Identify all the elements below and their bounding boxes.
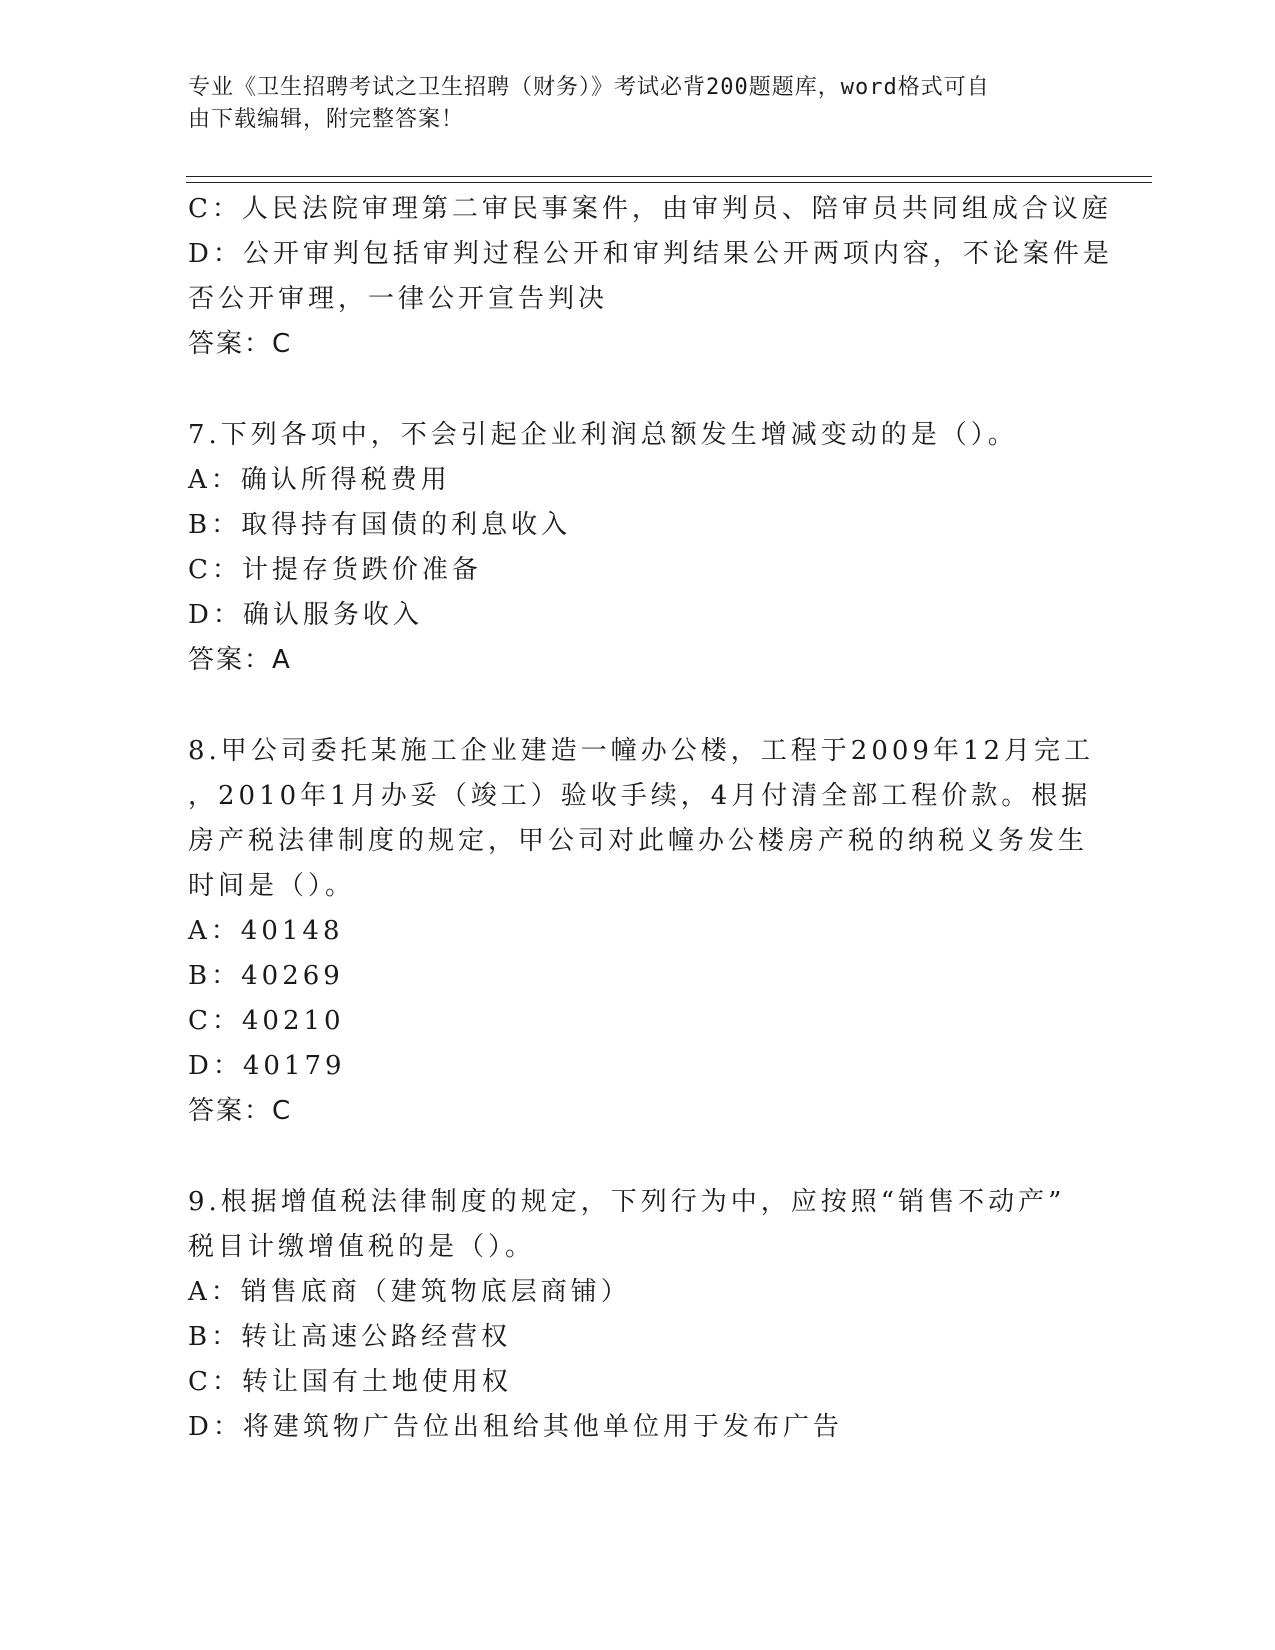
question-8 <box>188 729 1095 1134</box>
option-a: A：确认所得税费用 <box>188 465 451 495</box>
header-divider-top <box>186 176 1152 177</box>
option-b: B：转让高速公路经营权 <box>188 1322 512 1352</box>
question-stem-line-3: 房产税法律制度的规定，甲公司对此幢办公楼房产税的纳税义务发生 <box>188 826 1089 856</box>
question-stem-line-1: 8.甲公司委托某施工企业建造一幢办公楼，工程于2009年12月完工 <box>188 736 1095 766</box>
answer: 答案：A <box>188 645 292 675</box>
question-stem-line-2: 税目计缴增值税的是（）。 <box>188 1232 536 1262</box>
header-line-1: 专业《卫生招聘考试之卫生招聘（财务）》考试必背200题题库，word格式可自 <box>188 75 990 100</box>
option-d: D：40179 <box>188 1051 346 1081</box>
question-stem-line-1: 9.根据增值税法律制度的规定，下列行为中，应按照“销售不动产” <box>188 1187 1066 1217</box>
option-b: B：取得持有国债的利息收入 <box>188 510 572 540</box>
option-a: A：销售底商（建筑物底层商铺） <box>188 1277 631 1307</box>
option-c: C：计提存货跌价准备 <box>188 555 482 585</box>
question-stem: 7.下列各项中，不会引起企业利润总额发生增减变动的是（）。 <box>188 420 1018 450</box>
question-6-tail <box>188 187 1113 367</box>
question-9 <box>188 1180 1088 1450</box>
option-c: C：人民法院审理第二审民事案件，由审判员、陪审员共同组成合议庭 <box>188 194 1112 224</box>
question-7 <box>188 413 1088 683</box>
option-d-continued: 否公开审理，一律公开宣告判决 <box>188 284 609 314</box>
option-b: B：40269 <box>188 961 344 991</box>
option-c: C：40210 <box>188 1006 345 1036</box>
option-d: D：将建筑物广告位出租给其他单位用于发布广告 <box>188 1412 843 1442</box>
header-line-2: 由下载编辑，附完整答案！ <box>188 107 465 132</box>
option-d: D：公开审判包括审判过程公开和审判结果公开两项内容，不论案件是 <box>188 239 1113 269</box>
header-divider-bottom <box>186 182 1152 183</box>
answer: 答案：C <box>188 1096 293 1126</box>
spacer <box>188 1134 1088 1180</box>
question-stem-line-4: 时间是（）。 <box>188 871 356 901</box>
answer: 答案：C <box>188 329 293 359</box>
question-stem-line-2: ，2010年1月办妥（竣工）验收手续，4月付清全部工程价款。根据 <box>188 781 1092 811</box>
spacer <box>188 683 1088 729</box>
spacer <box>188 367 1088 413</box>
option-c: C：转让国有土地使用权 <box>188 1367 512 1397</box>
question-content <box>188 187 1113 1450</box>
option-d: D：确认服务收入 <box>188 600 423 630</box>
document-header <box>188 72 1088 136</box>
option-a: A：40148 <box>188 916 344 946</box>
